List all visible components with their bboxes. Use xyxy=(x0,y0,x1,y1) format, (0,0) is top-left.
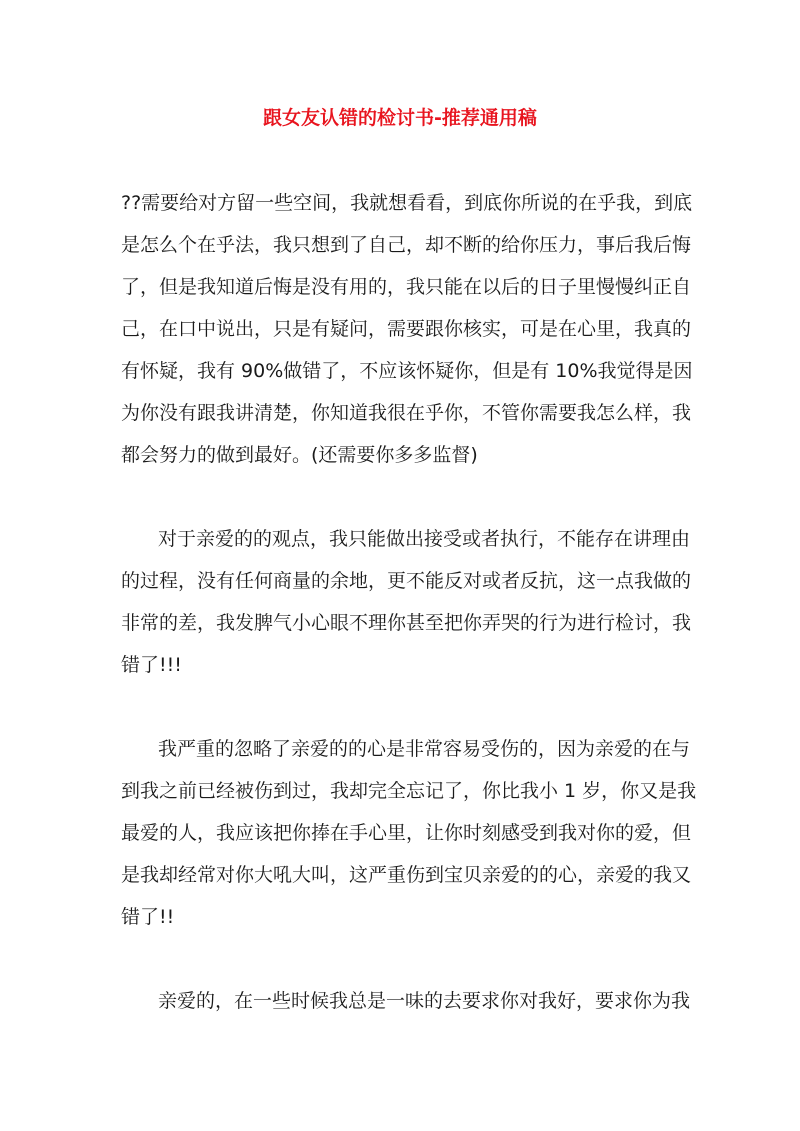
document-title: 跟女友认错的检讨书-推荐通用稿 xyxy=(263,107,537,129)
text-line: 有怀疑，我有 90%做错了，不应该怀疑你，但是有 10%我觉得是因 xyxy=(121,360,693,382)
text-line: 为你没有跟我讲清楚，你知道我很在乎你，不管你需要我怎么样，我 xyxy=(121,402,692,424)
text-line: 对于亲爱的的观点，我只能做出接受或者执行，不能存在讲理由 xyxy=(158,528,691,550)
text-line: 是怎么个在乎法，我只想到了自己，却不断的给你压力，事后我后悔 xyxy=(121,234,692,256)
text-line: 错了!! xyxy=(121,906,175,928)
paragraph-1 xyxy=(121,182,693,476)
text-line: 亲爱的，在一些时候我总是一味的去要求你对我好，要求你为我 xyxy=(158,990,691,1012)
paragraph-4 xyxy=(121,980,691,1022)
text-line: 是我却经常对你大吼大叫，这严重伤到宝贝亲爱的的心，亲爱的我又 xyxy=(121,864,692,886)
text-line: ??需要给对方留一些空间，我就想看看，到底你所说的在乎我，到底 xyxy=(121,192,693,214)
text-line: 都会努力的做到最好。(还需要你多多监督) xyxy=(121,444,478,466)
text-line: 我严重的忽略了亲爱的的心是非常容易受伤的，因为亲爱的在与 xyxy=(158,738,691,760)
text-line: 的过程，没有任何商量的余地，更不能反对或者反抗，这一点我做的 xyxy=(121,570,692,592)
paragraph-3 xyxy=(121,728,697,938)
text-line: 非常的差，我发脾气小心眼不理你甚至把你弄哭的行为进行检讨，我 xyxy=(121,612,692,634)
text-line: 最爱的人，我应该把你捧在手心里，让你时刻感受到我对你的爱，但 xyxy=(121,822,692,844)
text-line: 到我之前已经被伤到过，我却完全忘记了，你比我小 1 岁，你又是我 xyxy=(121,780,697,802)
text-line: 了，但是我知道后悔是没有用的，我只能在以后的日子里慢慢纠正自 xyxy=(121,276,692,298)
text-line: 错了!!! xyxy=(121,654,182,676)
text-line: 己，在口中说出，只是有疑问，需要跟你核实，可是在心里，我真的 xyxy=(121,318,692,340)
paragraph-2 xyxy=(121,518,692,686)
